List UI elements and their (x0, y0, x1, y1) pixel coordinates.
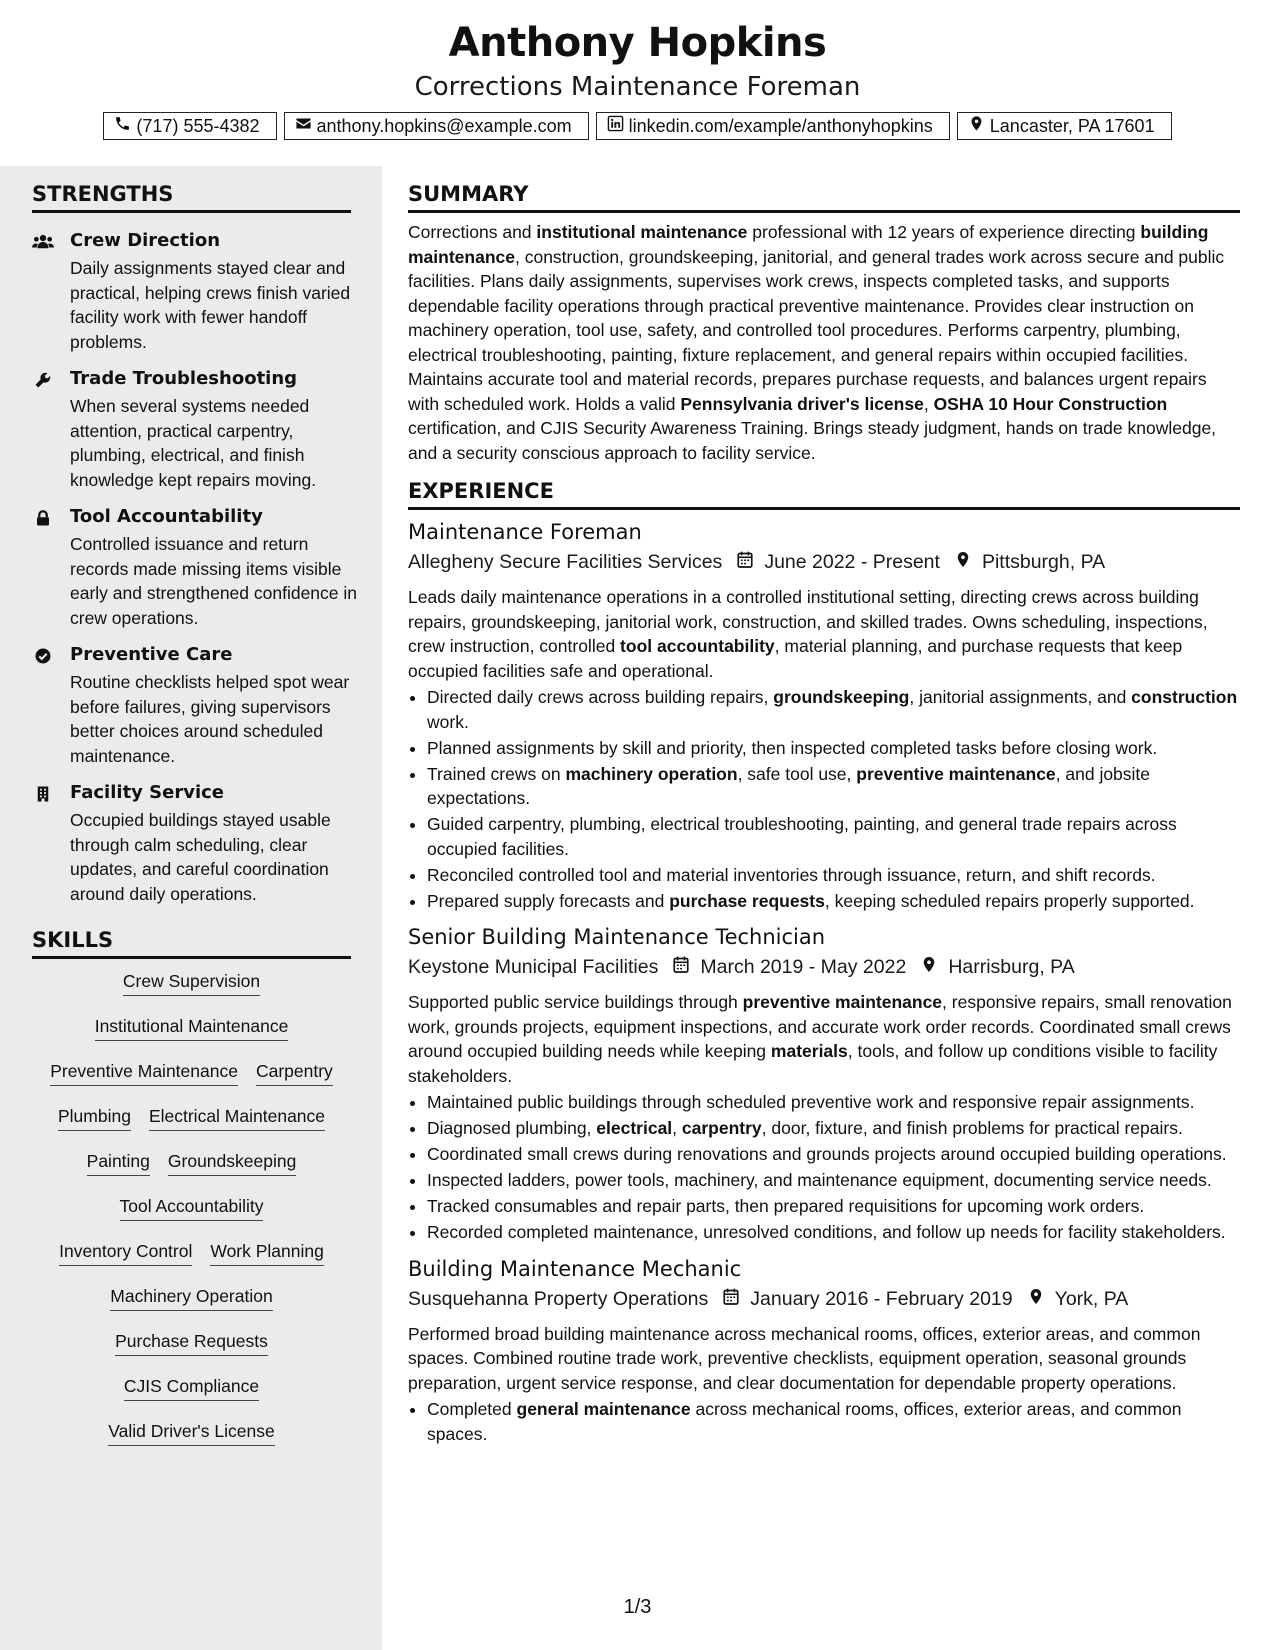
linkedin-text: linkedin.com/example/anthonyhopkins (628, 115, 933, 136)
experience-list (408, 520, 1240, 1446)
skill-tag: Institutional Maintenance (95, 1015, 289, 1041)
skill-tag: Valid Driver's License (108, 1420, 274, 1446)
strength-title: Facility Service (70, 782, 225, 803)
building-icon (32, 785, 56, 805)
job-bullet: • Reconciled controlled tool and material inventories through issuance, return, and shift records. (427, 863, 1240, 888)
linkedin-icon (607, 115, 624, 137)
map-pin-icon (968, 115, 985, 137)
experience-entry (408, 520, 1240, 913)
strength-title: Preventive Care (70, 644, 233, 665)
strength-title: Tool Accountability (70, 506, 263, 527)
email-text: anthony.hopkins@example.com (316, 115, 572, 136)
calendar-icon (658, 955, 700, 980)
experience-entry (408, 925, 1240, 1245)
company-name: Susquehanna Property Operations (408, 1287, 709, 1310)
summary-text: Corrections and institutional maintenance professional with 12 years of experience directing building maintenance, construction, groundskeeping, janitorial, and general trades work across secure and public facilities. Plans daily assignments, supervises work crews, inspects completed tasks, and supports dependable facility operations through practical preventive maintenance. Provides clear instruction on machinery operation, tool use, safety, and controlled tool procedures. Performs carpentry, plumbing, electrical troubleshooting, painting, fixture replacement, and general repairs within occupied facilities. Maintains accurate tool and material records, prepares purchase requests, and balances urgent repairs with scheduled work. Holds a valid Pennsylvania driver's license, OSHA 10 Hour Construction certification, and CJIS Security Awareness Training. Brings steady judgment, hands on trade knowledge, and a security conscious approach to facility service. (408, 222, 1225, 463)
skill-tag: Crew Supervision (123, 970, 260, 996)
skill-tag: Purchase Requests (115, 1330, 268, 1356)
job-bullets (408, 1397, 1240, 1446)
job-description: Supported public service buildings through preventive maintenance, responsive repairs, small renovation work, grounds projects, equipment inspections, and accurate work order records. Coordinated small crews around occupied building needs while keeping materials, tools, and follow up conditions visible to facility stakeholders. (408, 992, 1232, 1086)
skill-tag: Inventory Control (59, 1240, 192, 1266)
job-title: Maintenance Foreman (408, 520, 642, 544)
candidate-title: Corrections Maintenance Foreman (414, 72, 861, 102)
calendar-icon (722, 550, 764, 575)
page-number: 1/3 (623, 1596, 652, 1618)
job-location: Pittsburgh, PA (981, 551, 1106, 573)
job-title: Building Maintenance Mechanic (408, 1256, 742, 1281)
job-dates: March 2019 - May 2022 (700, 956, 907, 978)
skill-tag: Electrical Maintenance (149, 1105, 325, 1131)
experience-heading: EXPERIENCE (408, 479, 1240, 510)
skills-heading: SKILLS (32, 928, 351, 959)
map-pin-icon (940, 550, 982, 575)
job-bullet: • Maintained public buildings through scheduled preventive work and responsive repair assignments. (427, 1090, 1240, 1115)
job-bullet: • Diagnosed plumbing, electrical, carpentry, door, fixture, and finish problems for practical repairs. (427, 1116, 1240, 1141)
strengths-heading: STRENGTHS (32, 182, 351, 213)
phone-icon (114, 115, 131, 137)
contact-location[interactable] (957, 112, 1172, 140)
job-meta (408, 550, 1240, 575)
job-dates: January 2016 - February 2019 (750, 1287, 1013, 1310)
job-description: Performed broad building maintenance across mechanical rooms, offices, exterior areas, and common spaces. Combined routine trade work, preventive checklists, equipment operation, seasonal grounds preparation, urgent service response, and clear documentation for dependable property operations. (408, 1323, 1201, 1393)
strength-desc: Occupied buildings stayed usable through calm scheduling, clear updates, and careful coordination around daily operations. (70, 810, 331, 904)
strength-desc: Routine checklists helped spot wear before failures, giving supervisors better choices around scheduled maintenance. (70, 672, 350, 766)
skill-tag: Painting (87, 1150, 150, 1176)
contact-email[interactable] (284, 112, 589, 140)
location-text: Lancaster, PA 17601 (989, 115, 1155, 136)
strength-desc: Daily assignments stayed clear and practical, helping crews finish varied facility work with fewer handoff problems. (70, 258, 351, 352)
job-meta (408, 955, 1240, 980)
envelope-icon (295, 115, 312, 137)
job-bullet: • Prepared supply forecasts and purchase requests, keeping scheduled repairs properly supported. (427, 889, 1240, 914)
strength-title: Trade Troubleshooting (70, 368, 298, 389)
job-bullet: • Planned assignments by skill and priority, then inspected completed tasks before closing work. (427, 736, 1240, 761)
company-name: Keystone Municipal Facilities (408, 956, 659, 978)
summary-heading: SUMMARY (408, 182, 1240, 213)
skill-tag: Groundskeeping (168, 1150, 296, 1176)
lock-icon (32, 509, 56, 529)
job-description: Leads daily maintenance operations in a controlled institutional setting, directing crews across building repairs, groundskeeping, janitorial work, construction, and skilled trades. Owns scheduling, inspections, crew instruction, controlled tool accountability, material planning, and purchase requests that keep occupied facilities safe and operational. (408, 587, 1208, 681)
job-bullets (408, 1090, 1240, 1245)
job-meta (408, 1287, 1240, 1312)
skill-tag: Work Planning (210, 1240, 324, 1266)
job-title: Senior Building Maintenance Technician (408, 925, 826, 949)
resume-header (0, 0, 1275, 160)
job-bullets (408, 685, 1240, 913)
main-content (408, 166, 1240, 1448)
strength-desc: When several systems needed attention, practical carpentry, plumbing, electrical, and finish knowledge kept repairs moving. (70, 396, 317, 490)
job-location: Harrisburg, PA (948, 956, 1075, 978)
job-bullet: • Guided carpentry, plumbing, electrical troubleshooting, painting, and general trade repairs across occupied facilities. (427, 812, 1240, 861)
contact-bar (0, 112, 1275, 140)
skill-tag: Plumbing (58, 1105, 131, 1131)
job-dates: June 2022 - Present (764, 551, 940, 573)
experience-entry (408, 1257, 1240, 1447)
skill-tag: Carpentry (256, 1060, 333, 1086)
company-name: Allegheny Secure Facilities Services (408, 551, 723, 573)
map-pin-icon (906, 955, 948, 980)
wrench-icon (32, 371, 56, 391)
skills-list (32, 970, 351, 1465)
strength-desc: Controlled issuance and return records made missing items visible early and strengthened confidence in crew operations. (70, 534, 358, 628)
phone-text: (717) 555-4382 (136, 115, 260, 136)
skill-tag: Tool Accountability (120, 1195, 264, 1221)
job-bullet: • Coordinated small crews during renovations and grounds projects around occupied building operations. (427, 1142, 1240, 1167)
contact-linkedin[interactable] (596, 112, 950, 140)
job-bullet: • Completed general maintenance across mechanical rooms, offices, exterior areas, and common spaces. (427, 1397, 1240, 1446)
job-bullet: • Trained crews on machinery operation, safe tool use, preventive maintenance, and jobsite expectations. (427, 762, 1240, 811)
candidate-name: Anthony Hopkins (448, 20, 827, 66)
contact-phone[interactable] (103, 112, 276, 140)
check-circle-icon (32, 647, 56, 667)
users-icon (32, 233, 56, 253)
job-bullet: • Recorded completed maintenance, unresolved conditions, and follow up needs for facility stakeholders. (427, 1220, 1240, 1245)
skill-tag: Machinery Operation (110, 1285, 272, 1311)
skill-tag: CJIS Compliance (124, 1375, 259, 1401)
map-pin-icon (1013, 1287, 1055, 1312)
strength-title: Crew Direction (70, 230, 221, 251)
job-bullet: • Directed daily crews across building repairs, groundskeeping, janitorial assignments, and construction work. (427, 685, 1240, 734)
job-bullet: • Inspected ladders, power tools, machinery, and maintenance equipment, documenting service needs. (427, 1168, 1240, 1193)
job-location: York, PA (1054, 1287, 1129, 1310)
calendar-icon (708, 1287, 750, 1312)
skill-tag: Preventive Maintenance (50, 1060, 238, 1086)
job-bullet: • Tracked consumables and repair parts, then prepared requisitions for upcoming work orders. (427, 1194, 1240, 1219)
